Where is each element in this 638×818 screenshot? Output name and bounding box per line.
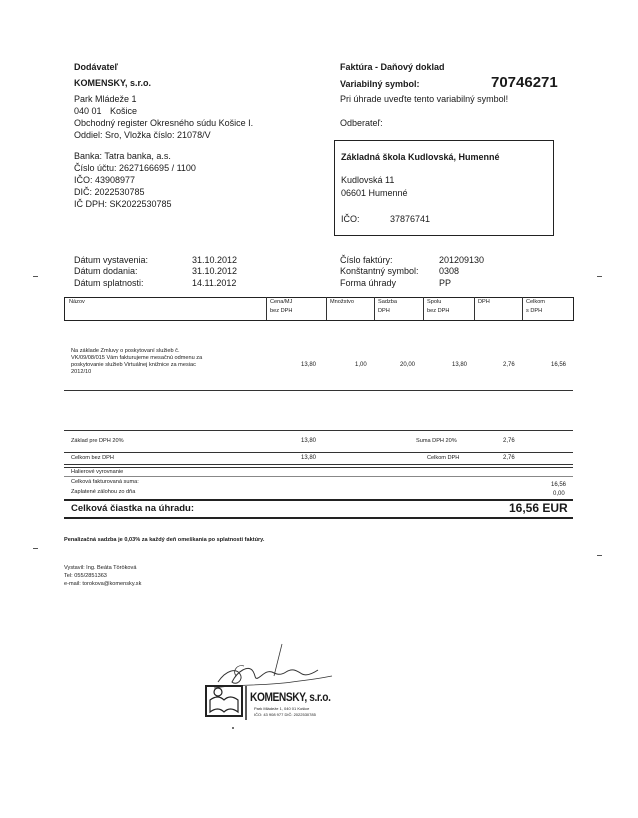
customer-name: Základná škola Kudlovská, Humenné — [341, 152, 500, 162]
item-desc-line-4: 2012/10 — [71, 369, 92, 375]
col-total-header-2: bez DPH — [427, 308, 450, 314]
supplier-dic: DIČ: 2022530785 — [74, 187, 145, 197]
supplier-street: Park Mládeže 1 — [74, 94, 137, 104]
col-price-header-2: bez DPH — [270, 308, 293, 314]
vat-total-label: Celkom DPH — [427, 455, 460, 461]
vat-total-value: 2,76 — [503, 455, 515, 461]
variable-symbol-value: 70746271 — [491, 74, 558, 91]
net-total-value: 13,80 — [301, 455, 317, 461]
company-stamp — [196, 640, 356, 740]
payment-form-label: Forma úhrady — [340, 278, 397, 288]
scan-dot — [232, 727, 234, 729]
vat-sum-label: Suma DPH 20% — [416, 438, 457, 444]
col-qty-header: Množstvo — [330, 299, 354, 305]
col-total-header-1: Spolu — [427, 299, 442, 305]
items-divider — [64, 390, 573, 391]
supplier-account: Číslo účtu: 2627166695 / 1100 — [74, 163, 196, 173]
rounding-label: Halierové vyrovnanie — [71, 469, 124, 475]
supplier-city: Košice — [110, 106, 138, 116]
vat-base-value: 13,80 — [301, 438, 317, 444]
item-vat: 2,76 — [503, 362, 515, 368]
supplier-ico: IČO: 43908977 — [74, 175, 136, 185]
issuer-email: e-mail: torokova@komensky.sk — [64, 581, 142, 587]
due-value: 14.11.2012 — [192, 278, 237, 288]
stamp-address: Park Mládeže 1, 040 01 Košice — [254, 706, 310, 711]
col-price-header-1: Cena/MJ — [270, 299, 293, 305]
item-qty: 1,00 — [355, 362, 367, 368]
invoiced-sum-label: Celková fakturovaná suma: — [71, 479, 139, 485]
deposit-value: 0,00 — [553, 491, 565, 497]
supplier-heading: Dodávateľ — [74, 62, 118, 72]
item-desc-line-3: poskytovanie služieb Virtuálnej knižnice za mesiac — [71, 362, 196, 368]
item-price: 13,80 — [301, 362, 317, 368]
customer-ico-value: 37876741 — [390, 214, 431, 224]
col-vat-header: DPH — [478, 299, 490, 305]
col-gross-header-1: Celkom — [526, 299, 545, 305]
due-label: Dátum splatnosti: — [74, 278, 144, 288]
stamp-ids: IČO: 43 908 977 DIČ: 2022530785 — [254, 712, 316, 717]
supplier-icdph: IČ DPH: SK2022530785 — [74, 199, 172, 209]
penalty-note: Penalizačná sadzba je 0,03% za každý deň omeškania po splatnosti faktúry. — [64, 537, 265, 543]
invoice-number-label: Číslo faktúry: — [340, 255, 393, 265]
item-rate: 20,00 — [400, 362, 416, 368]
col-name-header: Názov — [69, 299, 85, 305]
col-rate-header-1: Sadzba — [378, 299, 397, 305]
delivery-label: Dátum dodania: — [74, 266, 138, 276]
vat-base-label: Základ pre DPH 20% — [71, 438, 124, 444]
customer-ico-label: IČO: — [341, 214, 360, 224]
scan-mark-left-bottom — [33, 548, 38, 549]
issued-value: 31.10.2012 — [192, 255, 238, 265]
book-logo-icon — [206, 686, 242, 716]
issuer-phone: Tel: 055/2851363 — [64, 573, 107, 579]
constant-symbol-value: 0308 — [439, 266, 460, 276]
amount-due-value: 16,56 EUR — [509, 501, 568, 515]
col-gross-header-2: s DPH — [526, 308, 543, 314]
supplier-section: Oddiel: Sro, Vložka číslo: 21078/V — [74, 130, 211, 140]
vat-sum-value: 2,76 — [503, 438, 515, 444]
item-desc-line-2: VK/09/08/015 Vám fakturujeme mesačnú odmenu za — [71, 355, 203, 361]
supplier-register: Obchodný register Okresného súdu Košice I. — [74, 118, 254, 128]
item-total: 13,80 — [452, 362, 468, 368]
invoice-number-value: 201209130 — [439, 255, 485, 265]
supplier-bank: Banka: Tatra banka, a.s. — [74, 151, 171, 161]
customer-street: Kudlovská 11 — [341, 175, 395, 185]
table-header — [64, 297, 574, 321]
customer-city: 06601 Humenné — [341, 188, 408, 198]
scan-mark-right-top — [597, 276, 602, 277]
customer-label: Odberateľ: — [340, 118, 383, 128]
delivery-value: 31.10.2012 — [192, 266, 238, 276]
amount-due-label: Celková čiastka na úhradu: — [71, 503, 195, 514]
net-total-label: Celkom bez DPH — [71, 455, 114, 461]
variable-symbol-note: Pri úhrade uveďte tento variabilný symbol! — [340, 94, 509, 104]
item-gross: 16,56 — [551, 362, 567, 368]
supplier-zip: 040 01 — [74, 106, 102, 116]
summary-top-divider — [64, 430, 573, 431]
constant-symbol-label: Konštantný symbol: — [340, 266, 419, 276]
col-rate-header-2: DPH — [378, 308, 390, 314]
item-desc-line-1: Na základe Zmluvy o poskytovaní služieb č. — [71, 348, 180, 354]
variable-symbol-label: Variabilný symbol: — [340, 79, 420, 89]
stamp-company-name: KOMENSKY, s.r.o. — [250, 690, 331, 704]
issued-by: Vystavil: Ing. Beáta Töröková — [64, 565, 137, 571]
payment-form-value: PP — [439, 278, 452, 288]
supplier-name: KOMENSKY, s.r.o. — [74, 78, 152, 88]
invoice-title: Faktúra - Daňový doklad — [340, 62, 445, 72]
issued-label: Dátum vystavenia: — [74, 255, 149, 265]
scan-mark-left-top — [33, 276, 38, 277]
deposit-label: Zaplatené zálohou zo dňa — [71, 489, 136, 495]
invoiced-sum-value: 16,56 — [551, 482, 567, 488]
scan-mark-right-bottom — [597, 555, 602, 556]
